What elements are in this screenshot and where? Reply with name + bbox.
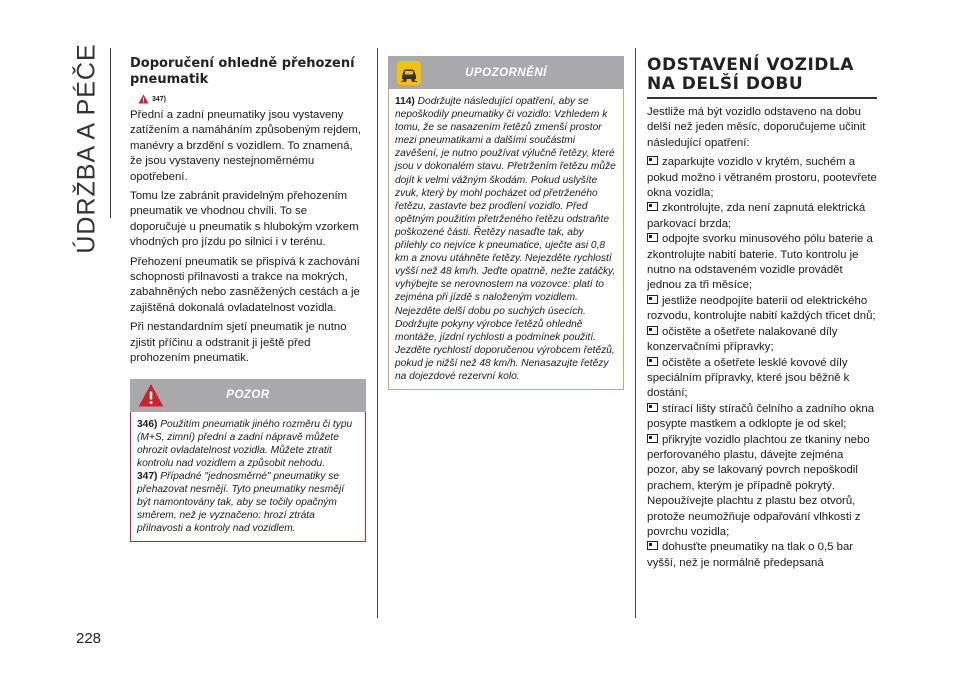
bullet-icon <box>647 326 658 335</box>
list-item: očistěte a ošetřete lesklé kovové díly speciálním přípravky, které jsou běžně k dostání; <box>647 356 850 400</box>
column-vehicle-storage <box>647 56 877 571</box>
warning-triangle-icon <box>138 94 149 104</box>
warning-item: 347) Případné "jednosměrné" pneumatiky se přehazovat nesmějí. Tyto pneumatiky nesmějí být namontovány tak, aby se točily opačným směrem, než je vyznačeno: hrozí ztráta přilnavosti a kontroly nad vozidlem. <box>137 470 345 535</box>
paragraph: Přední a zadní pneumatiky jsou vystaveny zatížením a namáháním způsobeným rejdem, manévry a brzdění s vozidlem. To znamená, že jsou vystaveny nestejnoměrnému opotřebení. <box>130 109 362 183</box>
chapter-divider <box>110 48 111 218</box>
intro-paragraph: Jestliže má být vozidlo odstaveno na dobu delší než jeden měsíc, doporučujeme učinit následující opatření: <box>647 106 866 149</box>
list-item: přikryjte vozidlo plachtou ze tkaniny nebo perforovaného plastu, dávejte zejména pozor, aby se lakovaný povrch nepoškodil prachem, kterým je případně pokrytý. Nepoužívejte plachtu z plastu bez otvorů, protože neumožňuje odpařování vlhkosti z povrchu vozidla; <box>647 433 870 538</box>
warning-box-body <box>130 412 366 543</box>
bullet-icon <box>647 202 658 211</box>
bullet-icon <box>647 434 658 443</box>
list-item: jestliže neodpojíte baterii od elektrického rozvodu, kontrolujte nabití každých třicet dnů; <box>647 294 876 323</box>
bullet-icon <box>647 403 658 412</box>
paragraph: Tomu lze zabránit pravidelným přehozením pneumatik ve vhodnou chvíli. To se doporučuje u pneumatik s hlubokým vzorkem vhodných pro jízdu po silnici i v terénu. <box>130 190 359 249</box>
list-item: očistěte a ošetřete nalakované díly konzervačními přípravky; <box>647 325 838 354</box>
section-title: ODSTAVENÍ VOZIDLA NA DELŠÍ DOBU <box>647 56 877 99</box>
section-heading: Doporučení ohledně přehození pneumatik <box>130 56 355 87</box>
paragraph: Přehození pneumatik se přispívá k zachování schopnosti přilnavosti a trakce na mokrých, zabahněných nebo zasněžených cestách a je zajištěná dokonalá ovladatelnost vozidla. <box>130 255 360 314</box>
column-divider <box>635 48 636 618</box>
warning-item: 346) Použitím pneumatik jiného rozměru či typu (M+S, zimní) přední a zadní nápravě můžete ohrozit ovladatelnost vozidla. Můžete ztratit kontrolu nad vozidlem a způsobit nehodu. <box>137 418 353 469</box>
bullet-icon <box>647 541 658 550</box>
caution-label: UPOZORNĚNÍ <box>465 66 547 79</box>
page-number: 228 <box>76 630 102 647</box>
column-tire-rotation <box>130 56 366 542</box>
caution-box-header <box>388 56 624 89</box>
list-item: zaparkujte vozidlo v krytém, suchém a pokud možno i větraném prostoru, pootevřete okna vozidla; <box>647 156 877 200</box>
reference-marker: 347) <box>138 94 366 104</box>
warning-label: POZOR <box>226 389 270 401</box>
bullet-icon <box>647 357 658 366</box>
chapter-title: ÚDRŽBA A PÉČE <box>72 42 101 254</box>
list-item: zkontrolujte, zda není zapnutá elektrická parkovací brzda; <box>647 202 866 230</box>
paragraph: Při nestandardním sjetí pneumatik je nutno zjistit příčinu a odstranit ji ještě před prohozením pneumatik. <box>130 321 347 365</box>
list-item: stírací lišty stíračů čelního a zadního okna posypte mastkem a odklopte je od skel; <box>647 402 875 431</box>
caution-text: 114) Dodržujte následující opatření, aby se nepoškodily pneumatiky či vozidlo: Vzhledem k tomu, že se nasazením řetězů zmenší prostor mezi pneumatikami a dalšími součástmi zavěšení, je nutno používat výlučně řetězy, které jsou v dokonalém stavu. Přetržením řetězu může dojít k velmi vážným škodám. Pokud uslyšíte zvuk, který by mohl pocházet od přetrženého řetězu, zastavte bez prodlení vozidlo. Před opětným použitím přetrženého řetězu odstraňte poškozené části. Řetězy nasaďte tak, aby přilehly co nejvíce k pneumatice, uječte asi 0,8 km a znovu utáhněte řetězy. Nejezděte rychlostí vyšší než 48 km/h. Jeďte opatrně, nežte zatáčky, vyhýbejte se nerovnostem na vozovce: platí to zejména při jízdě s naloženým vozidlem. Nejezděte delší dobu po suchých úsecích. Dodržujte pokyny výrobce řetězů ohledně montáže, jízdní rychlosti a podmínek použití. Jezděte rychlostí doporučenou výrobcem řetězů, pokud je nižší než 48 km/h. Nenasazujte řetězy na dojezdové rezervní kolo. <box>395 96 616 382</box>
warning-box-header <box>130 379 366 412</box>
bullet-icon <box>647 295 658 304</box>
caution-box-body <box>388 89 624 390</box>
list-item: dohusťte pneumatiky na tlak o 0,5 bar vyšší, než je normálně předepsaná <box>647 541 854 569</box>
bullet-icon <box>647 156 658 165</box>
column-caution <box>388 56 624 390</box>
column-divider <box>377 48 378 618</box>
bullet-icon <box>647 233 658 242</box>
bullet-list <box>647 155 877 571</box>
list-item: odpojte svorku minusového pólu baterie a zkontrolujte nabití baterie. Tuto kontrolu je nutno na odstaveném vozidle provádět jednou za tři měsíce; <box>647 233 873 292</box>
warning-box <box>130 379 366 543</box>
